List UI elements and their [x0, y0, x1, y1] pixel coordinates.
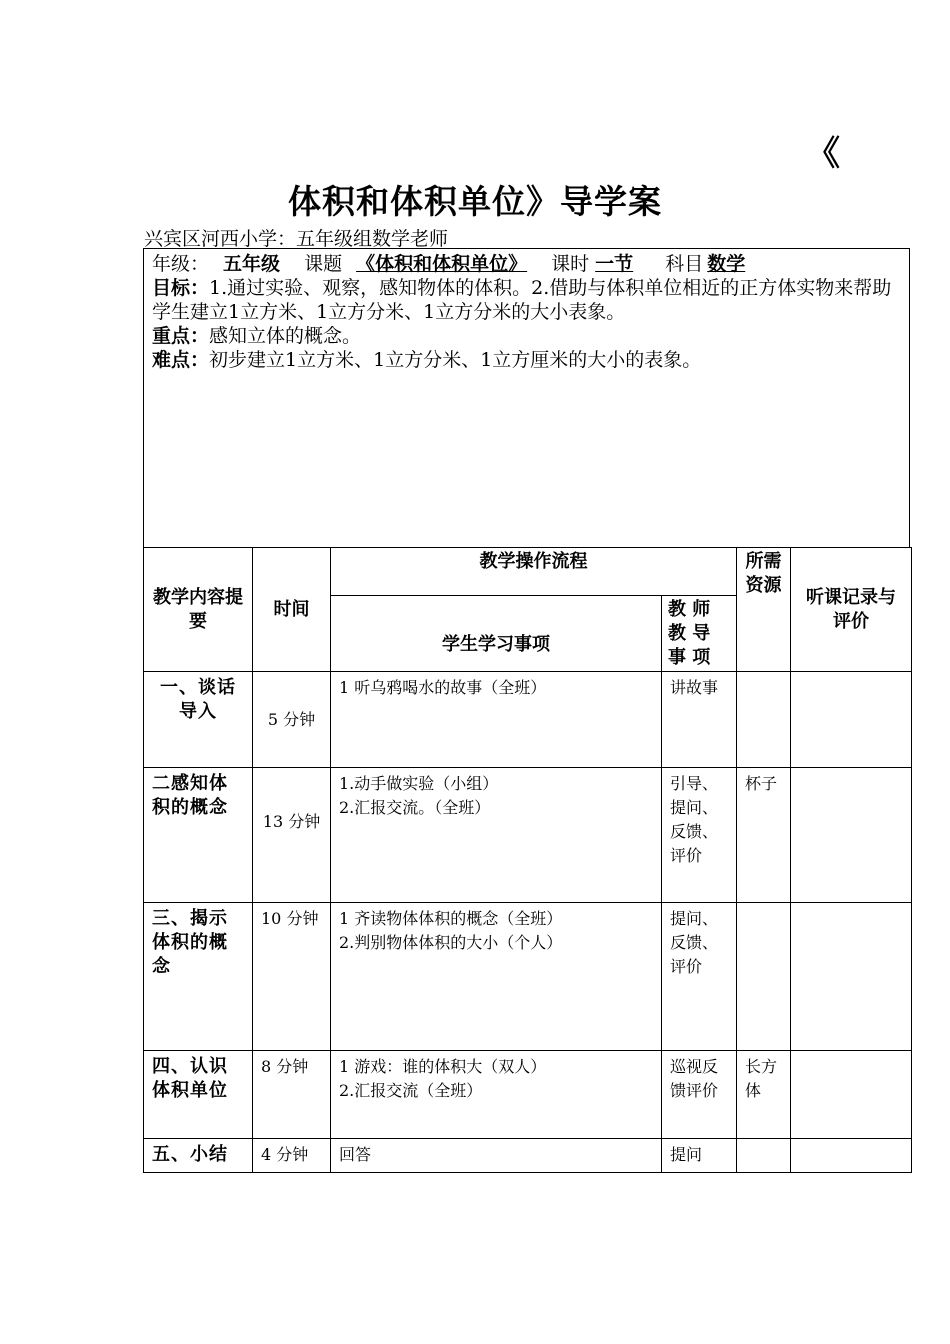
row-teacher: 引导、提问、反馈、评价 — [662, 768, 737, 903]
subject-value: 数学 — [707, 253, 746, 275]
header-time: 时间 — [253, 548, 331, 672]
row-student — [331, 1139, 662, 1173]
table-row — [144, 1139, 912, 1173]
key-point-line — [152, 324, 901, 348]
difficulty-text: 初步建立1立方米、1立方分米、1立方厘米的大小的表象。 — [209, 349, 702, 371]
row-section: 一、谈话导入 — [144, 672, 253, 768]
student-item: 1.动手做实验（小组） — [339, 774, 499, 793]
student-item: 2.判别物体体积的大小（个人） — [339, 933, 563, 952]
row-section: 五、小结 — [144, 1139, 253, 1173]
header-student: 学生学习事项 — [331, 596, 662, 672]
row-student — [331, 672, 662, 768]
key-text: 感知立体的概念。 — [209, 325, 362, 347]
subject-label: 科目 — [665, 253, 704, 275]
row-resource — [737, 903, 791, 1051]
table-row — [144, 1051, 912, 1139]
row-resource — [737, 1139, 791, 1173]
table-row — [144, 768, 912, 903]
lesson-meta-line — [152, 252, 901, 276]
goal-line — [152, 276, 901, 324]
row-student — [331, 768, 662, 903]
key-label: 重点： — [152, 325, 210, 347]
student-item: 1 游戏：谁的体积大（双人） — [339, 1057, 547, 1076]
row-time: 13 分钟 — [253, 768, 331, 903]
row-section: 四、认识体积单位 — [144, 1051, 253, 1139]
row-section: 三、揭示体积的概念 — [144, 903, 253, 1051]
row-time: 8 分钟 — [253, 1051, 331, 1139]
row-section: 二感知体积的概念 — [144, 768, 253, 903]
student-item: 2.汇报交流（全班） — [339, 1081, 483, 1100]
goal-label: 目标： — [152, 277, 210, 299]
topic-label: 课题 — [304, 253, 343, 275]
period-label: 课时 — [551, 253, 590, 275]
grade-label: 年级： — [152, 253, 210, 275]
row-record — [791, 1139, 912, 1173]
row-record — [791, 1051, 912, 1139]
topic-value: 《体积和体积单位》 — [356, 253, 528, 275]
grade-value: 五年级 — [223, 253, 281, 275]
header-teacher: 教 师 教 导 事 项 — [662, 596, 737, 672]
table-row — [144, 903, 912, 1051]
row-teacher: 巡视反馈评价 — [662, 1051, 737, 1139]
row-resource: 长方体 — [737, 1051, 791, 1139]
row-record — [791, 903, 912, 1051]
title-bracket: 《 — [806, 134, 840, 174]
page-title: 体积和体积单位》导学案 — [288, 182, 662, 221]
student-item: 1 听乌鸦喝水的故事（全班） — [339, 678, 547, 697]
header-process: 教学操作流程 — [331, 548, 737, 596]
student-item: 回答 — [339, 1145, 372, 1164]
row-teacher: 讲故事 — [662, 672, 737, 768]
student-item: 2.汇报交流。（全班） — [339, 798, 491, 817]
period-value: 一节 — [595, 253, 634, 275]
header-record: 听课记录与评价 — [791, 548, 912, 672]
header-content: 教学内容提要 — [144, 548, 253, 672]
row-resource: 杯子 — [737, 768, 791, 903]
row-record — [791, 768, 912, 903]
difficulty-line — [152, 348, 901, 372]
row-student — [331, 1051, 662, 1139]
row-record — [791, 672, 912, 768]
table-header-row — [144, 548, 912, 596]
row-teacher: 提问 — [662, 1139, 737, 1173]
goal-text: 1.通过实验、观察，感知物体的体积。2.借助与体积单位相近的正方体实物来帮助学生建立1立方米、1立方分米、1立方分米的大小表象。 — [152, 277, 892, 323]
student-item: 1 齐读物体体积的概念（全班） — [339, 909, 563, 928]
row-time: 4 分钟 — [253, 1139, 331, 1173]
table-row — [144, 672, 912, 768]
difficulty-label: 难点： — [152, 349, 210, 371]
header-resources: 所需资源 — [737, 548, 791, 672]
row-time: 10 分钟 — [253, 903, 331, 1051]
row-teacher: 提问、反馈、评价 — [662, 903, 737, 1051]
row-resource — [737, 672, 791, 768]
teaching-plan-table — [143, 547, 912, 1173]
row-student — [331, 903, 662, 1051]
author-line: 兴宾区河西小学：五年级组数学老师 — [144, 228, 449, 250]
lesson-info-box — [143, 248, 910, 548]
row-time: 5 分钟 — [253, 672, 331, 768]
